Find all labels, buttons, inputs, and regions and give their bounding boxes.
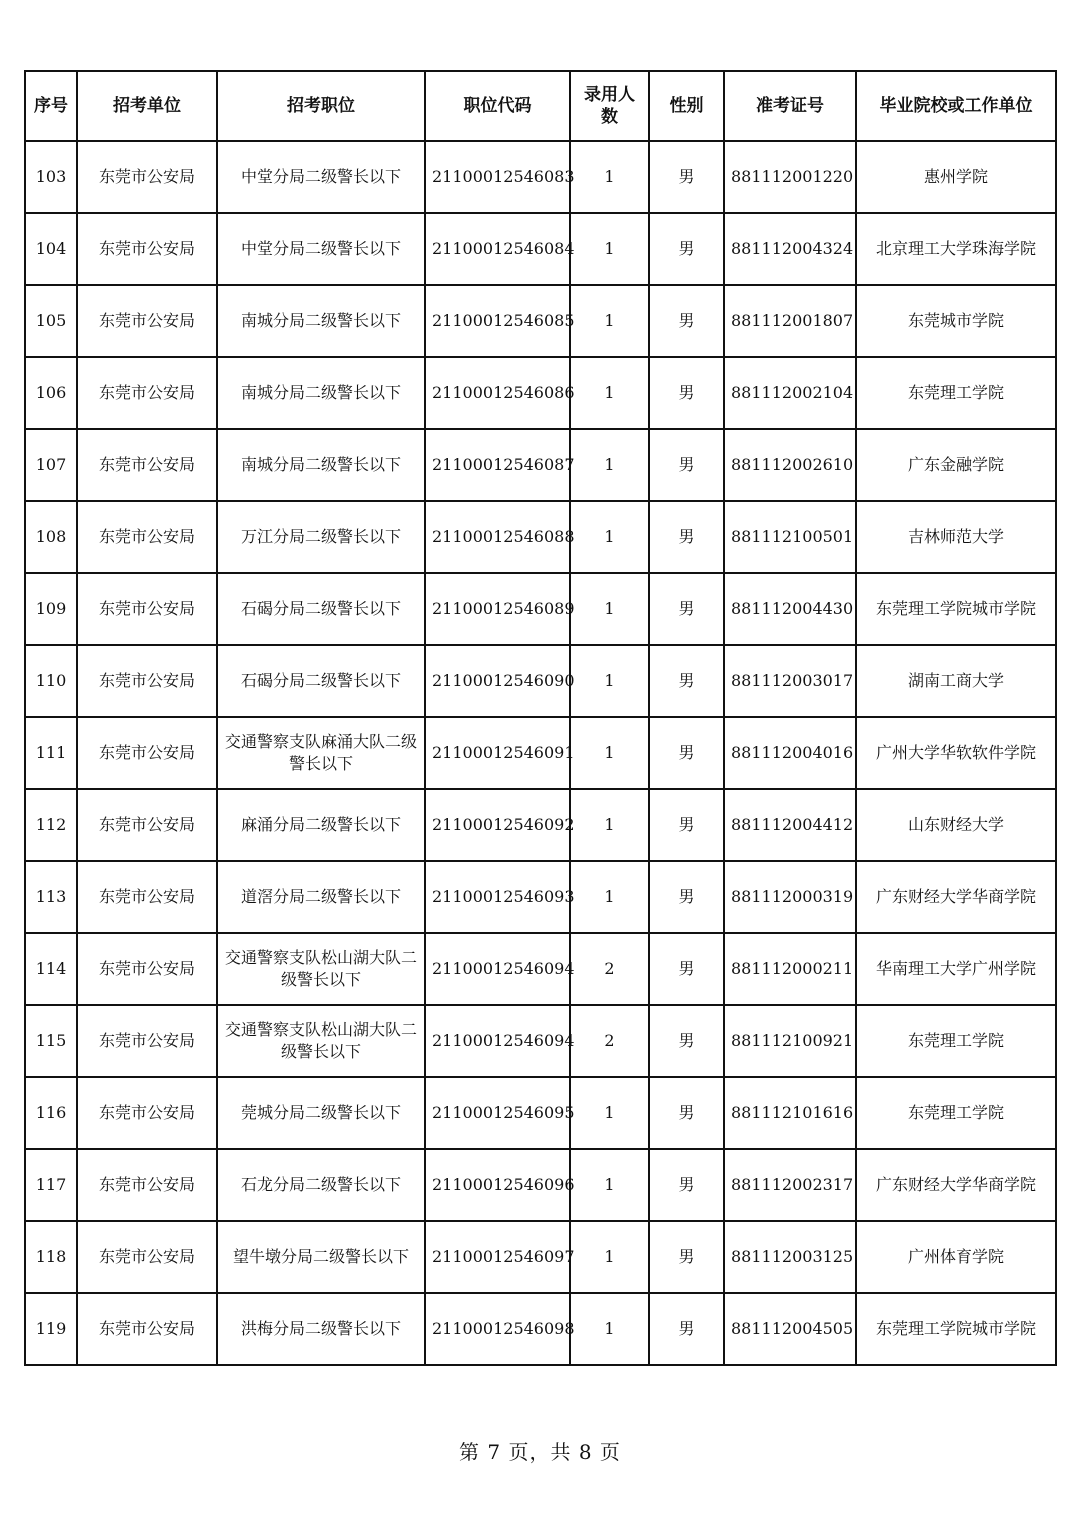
cell-hire-count: 2 <box>570 1005 649 1077</box>
cell-position-code: 21100012546087 <box>425 429 570 501</box>
table-row <box>25 789 1056 861</box>
cell-hire-count: 1 <box>570 861 649 933</box>
cell-school-or-employer: 湖南工商大学 <box>856 645 1056 717</box>
cell-position-code: 21100012546098 <box>425 1293 570 1365</box>
cell-position-code: 21100012546084 <box>425 213 570 285</box>
cell-seq: 106 <box>25 357 77 429</box>
cell-position: 望牛墩分局二级警长以下 <box>217 1221 425 1293</box>
cell-admission-no: 881112001220 <box>724 141 856 213</box>
table-row <box>25 717 1056 789</box>
cell-seq: 108 <box>25 501 77 573</box>
cell-hire-count: 1 <box>570 1293 649 1365</box>
header-position-code: 职位代码 <box>425 71 570 141</box>
cell-school-or-employer: 东莞理工学院 <box>856 1077 1056 1149</box>
cell-position: 麻涌分局二级警长以下 <box>217 789 425 861</box>
header-seq: 序号 <box>25 71 77 141</box>
cell-school-or-employer: 广东财经大学华商学院 <box>856 861 1056 933</box>
cell-admission-no: 881112003017 <box>724 645 856 717</box>
table-row <box>25 1149 1056 1221</box>
cell-hire-count: 1 <box>570 1221 649 1293</box>
table-row <box>25 429 1056 501</box>
cell-hire-count: 1 <box>570 645 649 717</box>
table-row <box>25 933 1056 1005</box>
table-header-row <box>25 71 1056 141</box>
cell-seq: 112 <box>25 789 77 861</box>
cell-admission-no: 881112004505 <box>724 1293 856 1365</box>
cell-seq: 115 <box>25 1005 77 1077</box>
cell-unit: 东莞市公安局 <box>77 141 217 213</box>
cell-gender: 男 <box>649 1293 724 1365</box>
cell-admission-no: 881112004016 <box>724 717 856 789</box>
cell-hire-count: 1 <box>570 1149 649 1221</box>
cell-seq: 111 <box>25 717 77 789</box>
cell-position-code: 21100012546091 <box>425 717 570 789</box>
cell-hire-count: 1 <box>570 1077 649 1149</box>
table-row <box>25 501 1056 573</box>
cell-gender: 男 <box>649 1005 724 1077</box>
cell-gender: 男 <box>649 1149 724 1221</box>
cell-hire-count: 1 <box>570 213 649 285</box>
cell-unit: 东莞市公安局 <box>77 501 217 573</box>
cell-school-or-employer: 广东金融学院 <box>856 429 1056 501</box>
cell-gender: 男 <box>649 645 724 717</box>
table-row <box>25 573 1056 645</box>
cell-unit: 东莞市公安局 <box>77 1149 217 1221</box>
cell-gender: 男 <box>649 1077 724 1149</box>
cell-position-code: 21100012546092 <box>425 789 570 861</box>
cell-position-code: 21100012546086 <box>425 357 570 429</box>
cell-position-code: 21100012546089 <box>425 573 570 645</box>
cell-unit: 东莞市公安局 <box>77 429 217 501</box>
cell-unit: 东莞市公安局 <box>77 1077 217 1149</box>
cell-seq: 107 <box>25 429 77 501</box>
cell-position-code: 21100012546094 <box>425 933 570 1005</box>
cell-position: 石碣分局二级警长以下 <box>217 573 425 645</box>
cell-gender: 男 <box>649 933 724 1005</box>
cell-position: 交通警察支队松山湖大队二级警长以下 <box>217 1005 425 1077</box>
cell-hire-count: 1 <box>570 573 649 645</box>
cell-hire-count: 1 <box>570 285 649 357</box>
cell-gender: 男 <box>649 573 724 645</box>
cell-hire-count: 2 <box>570 933 649 1005</box>
cell-position: 南城分局二级警长以下 <box>217 285 425 357</box>
cell-unit: 东莞市公安局 <box>77 357 217 429</box>
cell-gender: 男 <box>649 861 724 933</box>
cell-admission-no: 881112100501 <box>724 501 856 573</box>
table-row <box>25 1077 1056 1149</box>
cell-admission-no: 881112004430 <box>724 573 856 645</box>
cell-position: 交通警察支队麻涌大队二级警长以下 <box>217 717 425 789</box>
table-row <box>25 141 1056 213</box>
table-row <box>25 1293 1056 1365</box>
cell-school-or-employer: 北京理工大学珠海学院 <box>856 213 1056 285</box>
cell-seq: 113 <box>25 861 77 933</box>
cell-seq: 105 <box>25 285 77 357</box>
cell-position: 交通警察支队松山湖大队二级警长以下 <box>217 933 425 1005</box>
cell-position-code: 21100012546093 <box>425 861 570 933</box>
cell-position: 洪梅分局二级警长以下 <box>217 1293 425 1365</box>
cell-school-or-employer: 山东财经大学 <box>856 789 1056 861</box>
cell-unit: 东莞市公安局 <box>77 1005 217 1077</box>
cell-admission-no: 881112003125 <box>724 1221 856 1293</box>
table-row <box>25 357 1056 429</box>
cell-admission-no: 881112004324 <box>724 213 856 285</box>
cell-gender: 男 <box>649 141 724 213</box>
cell-admission-no: 881112001807 <box>724 285 856 357</box>
cell-school-or-employer: 东莞理工学院 <box>856 357 1056 429</box>
cell-unit: 东莞市公安局 <box>77 1293 217 1365</box>
cell-admission-no: 881112100921 <box>724 1005 856 1077</box>
cell-unit: 东莞市公安局 <box>77 1221 217 1293</box>
cell-hire-count: 1 <box>570 789 649 861</box>
cell-position-code: 21100012546085 <box>425 285 570 357</box>
table-row <box>25 1221 1056 1293</box>
cell-hire-count: 1 <box>570 501 649 573</box>
page-number: 第 7 页，共 8 页 <box>459 1440 621 1464</box>
header-unit: 招考单位 <box>77 71 217 141</box>
cell-school-or-employer: 广州大学华软软件学院 <box>856 717 1056 789</box>
cell-admission-no: 881112000211 <box>724 933 856 1005</box>
cell-position-code: 21100012546095 <box>425 1077 570 1149</box>
cell-admission-no: 881112002317 <box>724 1149 856 1221</box>
cell-position-code: 21100012546083 <box>425 141 570 213</box>
cell-unit: 东莞市公安局 <box>77 861 217 933</box>
cell-hire-count: 1 <box>570 357 649 429</box>
header-school-or-employer: 毕业院校或工作单位 <box>856 71 1056 141</box>
cell-gender: 男 <box>649 213 724 285</box>
cell-admission-no: 881112002610 <box>724 429 856 501</box>
cell-hire-count: 1 <box>570 717 649 789</box>
cell-seq: 119 <box>25 1293 77 1365</box>
cell-hire-count: 1 <box>570 141 649 213</box>
cell-seq: 117 <box>25 1149 77 1221</box>
table-row <box>25 285 1056 357</box>
cell-unit: 东莞市公安局 <box>77 285 217 357</box>
header-admission-no: 准考证号 <box>724 71 856 141</box>
cell-school-or-employer: 广州体育学院 <box>856 1221 1056 1293</box>
results-table <box>24 70 1057 1366</box>
cell-seq: 110 <box>25 645 77 717</box>
header-hire-count: 录用人数 <box>570 71 649 141</box>
cell-position: 莞城分局二级警长以下 <box>217 1077 425 1149</box>
cell-unit: 东莞市公安局 <box>77 645 217 717</box>
cell-admission-no: 881112002104 <box>724 357 856 429</box>
cell-school-or-employer: 华南理工大学广州学院 <box>856 933 1056 1005</box>
cell-school-or-employer: 惠州学院 <box>856 141 1056 213</box>
cell-admission-no: 881112101616 <box>724 1077 856 1149</box>
cell-seq: 116 <box>25 1077 77 1149</box>
cell-gender: 男 <box>649 789 724 861</box>
cell-position-code: 21100012546088 <box>425 501 570 573</box>
cell-gender: 男 <box>649 1221 724 1293</box>
cell-seq: 103 <box>25 141 77 213</box>
cell-school-or-employer: 东莞理工学院城市学院 <box>856 1293 1056 1365</box>
cell-position: 南城分局二级警长以下 <box>217 357 425 429</box>
cell-school-or-employer: 东莞理工学院城市学院 <box>856 573 1056 645</box>
cell-gender: 男 <box>649 717 724 789</box>
cell-seq: 109 <box>25 573 77 645</box>
cell-position: 中堂分局二级警长以下 <box>217 141 425 213</box>
header-position: 招考职位 <box>217 71 425 141</box>
cell-seq: 104 <box>25 213 77 285</box>
cell-unit: 东莞市公安局 <box>77 717 217 789</box>
cell-position: 道滘分局二级警长以下 <box>217 861 425 933</box>
cell-position-code: 21100012546090 <box>425 645 570 717</box>
cell-position-code: 21100012546097 <box>425 1221 570 1293</box>
cell-position: 南城分局二级警长以下 <box>217 429 425 501</box>
cell-school-or-employer: 吉林师范大学 <box>856 501 1056 573</box>
cell-gender: 男 <box>649 285 724 357</box>
cell-unit: 东莞市公安局 <box>77 573 217 645</box>
cell-position: 中堂分局二级警长以下 <box>217 213 425 285</box>
cell-position: 石碣分局二级警长以下 <box>217 645 425 717</box>
cell-unit: 东莞市公安局 <box>77 789 217 861</box>
cell-position-code: 21100012546094 <box>425 1005 570 1077</box>
cell-hire-count: 1 <box>570 429 649 501</box>
cell-seq: 114 <box>25 933 77 1005</box>
cell-school-or-employer: 广东财经大学华商学院 <box>856 1149 1056 1221</box>
cell-school-or-employer: 东莞理工学院 <box>856 1005 1056 1077</box>
table-row <box>25 861 1056 933</box>
cell-position: 万江分局二级警长以下 <box>217 501 425 573</box>
cell-seq: 118 <box>25 1221 77 1293</box>
cell-unit: 东莞市公安局 <box>77 933 217 1005</box>
cell-admission-no: 881112004412 <box>724 789 856 861</box>
cell-admission-no: 881112000319 <box>724 861 856 933</box>
cell-position: 石龙分局二级警长以下 <box>217 1149 425 1221</box>
cell-position-code: 21100012546096 <box>425 1149 570 1221</box>
cell-gender: 男 <box>649 357 724 429</box>
cell-gender: 男 <box>649 429 724 501</box>
table-row <box>25 645 1056 717</box>
table-row <box>25 1005 1056 1077</box>
table-row <box>25 213 1056 285</box>
cell-unit: 东莞市公安局 <box>77 213 217 285</box>
header-gender: 性别 <box>649 71 724 141</box>
cell-gender: 男 <box>649 501 724 573</box>
cell-school-or-employer: 东莞城市学院 <box>856 285 1056 357</box>
